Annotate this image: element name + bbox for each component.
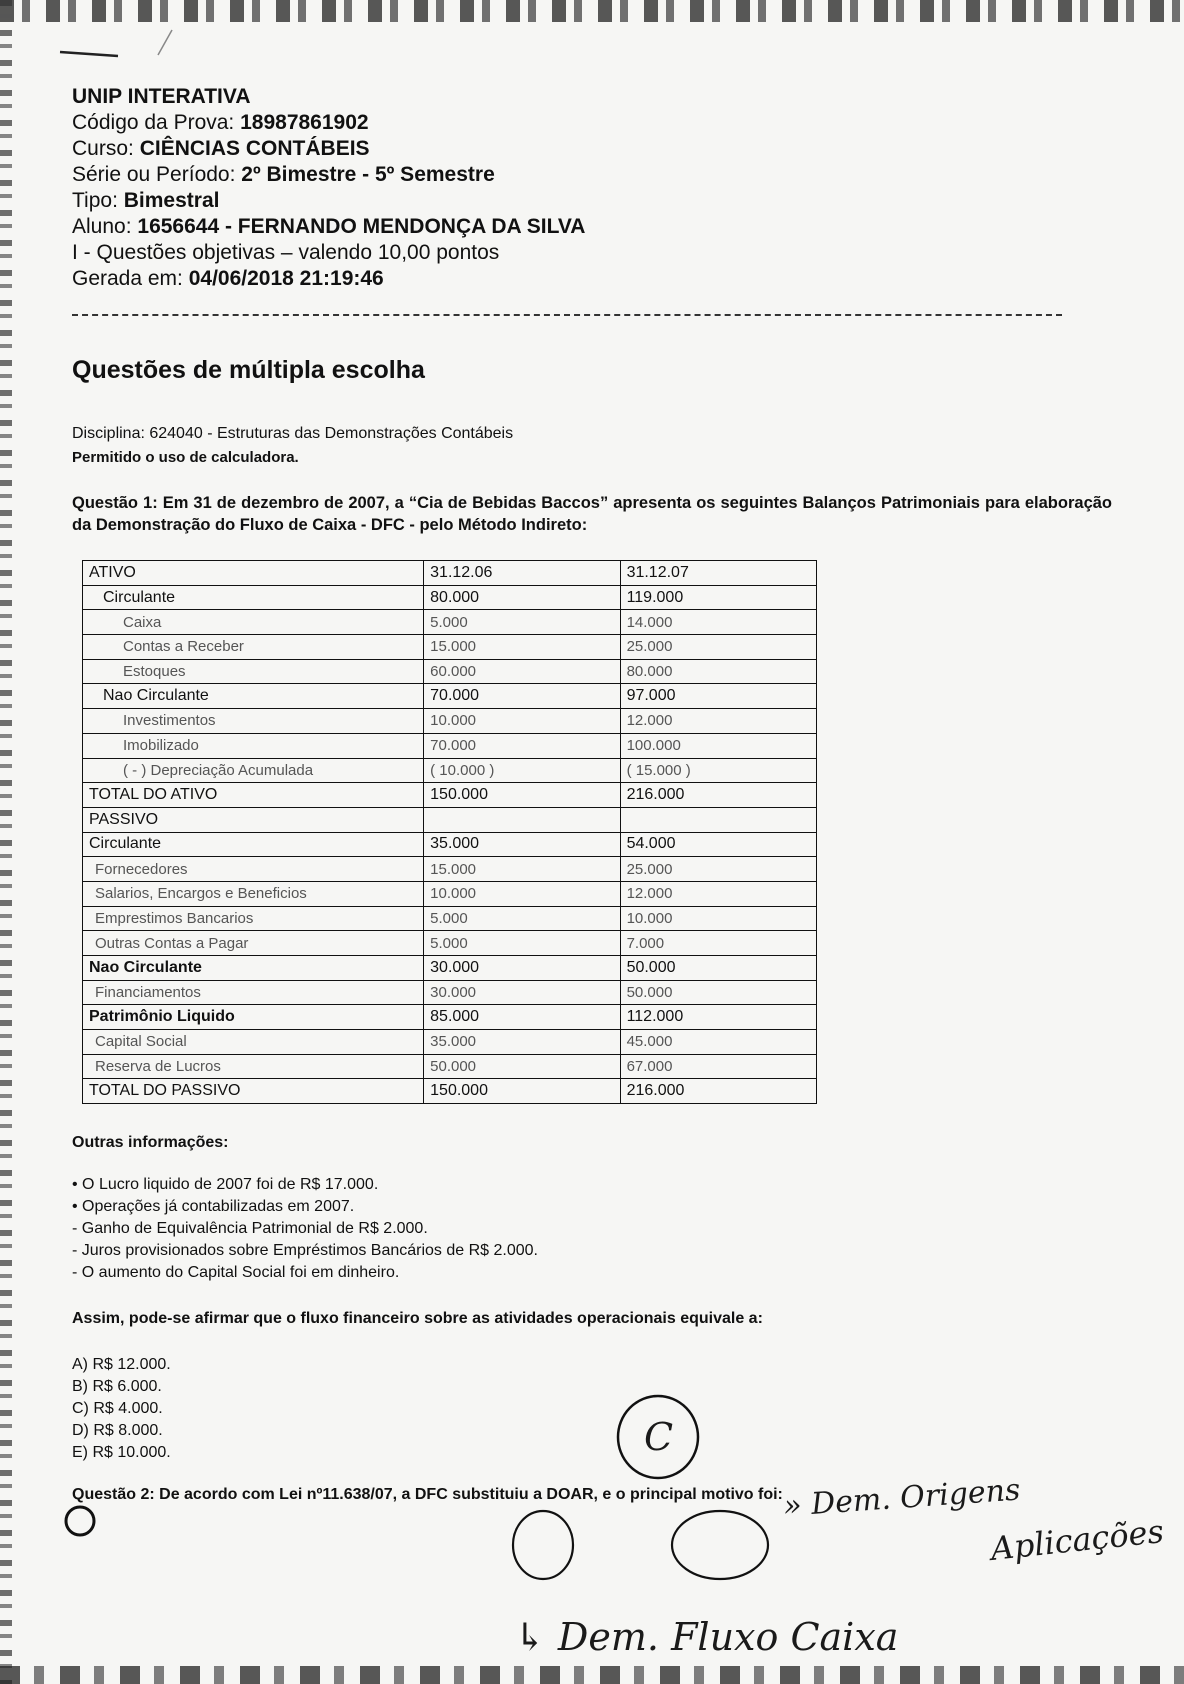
balance-value-2006: 30.000 [424, 956, 620, 981]
balance-label: Outras Contas a Pagar [83, 931, 424, 956]
scan-edge-top [0, 0, 1184, 22]
balance-value-2006: 31.12.06 [424, 561, 620, 586]
balance-value-2007: 7.000 [620, 931, 816, 956]
balance-label: Emprestimos Bancarios [83, 906, 424, 931]
curso-value: CIÊNCIAS CONTÁBEIS [139, 137, 370, 160]
info-item: - Juros provisionados sobre Empréstimos Bancários de R$ 2.000. [72, 1242, 538, 1260]
scan-edge-left [0, 0, 12, 1684]
serie-value: 2º Bimestre - 5º Semestre [241, 163, 495, 186]
balance-row [83, 980, 817, 1005]
option-d[interactable]: D) R$ 8.000. [72, 1422, 163, 1440]
balance-value-2007: 216.000 [620, 783, 816, 808]
balance-label: Patrimônio Liquido [83, 1005, 424, 1030]
balance-row [83, 956, 817, 981]
disciplina-line: Disciplina: 624040 - Estruturas das Demonstrações Contábeis [72, 425, 514, 442]
info-item: - O aumento do Capital Social foi em dinheiro. [72, 1264, 400, 1282]
option-e[interactable]: E) R$ 10.000. [72, 1444, 171, 1462]
dashed-divider [72, 314, 1062, 316]
document-content [72, 70, 1112, 1504]
pen-stroke [60, 52, 118, 56]
info-item: - Ganho de Equivalência Patrimonial de R$ 2.000. [72, 1220, 428, 1238]
balance-label: Financiamentos [83, 980, 424, 1005]
balance-value-2007: 119.000 [620, 585, 816, 610]
question-1-text: Questão 1: Em 31 de dezembro de 2007, a “Cia de Bebidas Baccos” apresenta os seguintes Balanços Patrimoniais para elaboração da Demonstração do Fluxo de Caixa - DFC - pelo Método Indireto: [72, 494, 1112, 534]
balance-value-2007: 25.000 [620, 857, 816, 882]
balance-value-2006: 5.000 [424, 931, 620, 956]
scan-edge-bottom [0, 1666, 1184, 1684]
balance-value-2006: 5.000 [424, 906, 620, 931]
balance-label: Contas a Receber [83, 635, 424, 660]
outras-informacoes-title: Outras informações: [72, 1134, 229, 1152]
balance-row [83, 1030, 817, 1055]
balance-label: Circulante [83, 832, 424, 857]
balance-value-2007: 112.000 [620, 1005, 816, 1030]
balance-value-2006: 5.000 [424, 610, 620, 635]
questoes-line: I - Questões objetivas – valendo 10,00 pontos [72, 241, 500, 264]
handwritten-note-fluxo-caixa: ↳ Dem. Fluxo Caixa [514, 1615, 899, 1659]
balance-value-2007: 10.000 [620, 906, 816, 931]
balance-label: TOTAL DO PASSIVO [83, 1079, 424, 1104]
balance-label: Nao Circulante [83, 956, 424, 981]
balance-value-2006: 70.000 [424, 684, 620, 709]
info-list [72, 1174, 1112, 1284]
balance-row [83, 931, 817, 956]
balance-label: TOTAL DO ATIVO [83, 783, 424, 808]
balance-label: PASSIVO [83, 807, 424, 832]
balance-value-2007: 12.000 [620, 881, 816, 906]
info-item: • Operações já contabilizadas em 2007. [72, 1198, 355, 1216]
balance-value-2007: 97.000 [620, 684, 816, 709]
gerada-line: Gerada em: 04/06/2018 21:19:46 [72, 267, 384, 290]
pen-stroke [158, 30, 172, 55]
balance-value-2006: 60.000 [424, 659, 620, 684]
balance-value-2006: 150.000 [424, 1079, 620, 1104]
option-b[interactable]: B) R$ 6.000. [72, 1378, 162, 1396]
balance-value-2006: 10.000 [424, 881, 620, 906]
balance-label: Salarios, Encargos e Beneficios [83, 881, 424, 906]
doar-circle-mark [672, 1511, 768, 1579]
balance-row [83, 1005, 817, 1030]
option-c[interactable]: C) R$ 4.000. [72, 1400, 163, 1418]
balance-row [83, 659, 817, 684]
gerada-value: 04/06/2018 21:19:46 [188, 267, 384, 290]
aluno-value: 1656644 - FERNANDO MENDONÇA DA SILVA [137, 215, 586, 238]
balance-row [83, 561, 817, 586]
balance-value-2007: 50.000 [620, 980, 816, 1005]
serie-line: Série ou Período: 2º Bimestre - 5º Semestre [72, 163, 495, 186]
balance-value-2007: 12.000 [620, 709, 816, 734]
balance-value-2007: 14.000 [620, 610, 816, 635]
balance-value-2007: ( 15.000 ) [620, 758, 816, 783]
option-a[interactable]: A) R$ 12.000. [72, 1356, 171, 1374]
balance-label: Fornecedores [83, 857, 424, 882]
balance-value-2006: 15.000 [424, 635, 620, 660]
balance-value-2007: 80.000 [620, 659, 816, 684]
balance-value-2007: 67.000 [620, 1054, 816, 1079]
balance-value-2007: 50.000 [620, 956, 816, 981]
balance-row [83, 709, 817, 734]
balance-value-2007: 45.000 [620, 1030, 816, 1055]
balance-label: ( - ) Depreciação Acumulada [83, 758, 424, 783]
dfc-circle-mark [513, 1511, 573, 1579]
balance-label: Reserva de Lucros [83, 1054, 424, 1079]
balance-row [83, 857, 817, 882]
section-title: Questões de múltipla escolha [72, 356, 425, 384]
handwritten-answer: C [644, 1415, 674, 1459]
answer-options [72, 1354, 1112, 1464]
balance-value-2006: 35.000 [424, 1030, 620, 1055]
balance-value-2007: 216.000 [620, 1079, 816, 1104]
question-1-prompt: Assim, pode-se afirmar que o fluxo financeiro sobre as atividades operacionais equivale a: [72, 1310, 763, 1328]
balance-row [83, 783, 817, 808]
balance-value-2007: 100.000 [620, 733, 816, 758]
balance-label: Circulante [83, 585, 424, 610]
balance-row [83, 1054, 817, 1079]
balance-row [83, 758, 817, 783]
balance-label: Investimentos [83, 709, 424, 734]
balance-value-2007: 54.000 [620, 832, 816, 857]
balance-row [83, 1079, 817, 1104]
balance-value-2006: 10.000 [424, 709, 620, 734]
aluno-line: Aluno: 1656644 - FERNANDO MENDONÇA DA SILVA [72, 215, 586, 238]
balance-label: Estoques [83, 659, 424, 684]
balance-label: Capital Social [83, 1030, 424, 1055]
balance-value-2006: ( 10.000 ) [424, 758, 620, 783]
balance-value-2006 [424, 807, 620, 832]
balance-row [83, 807, 817, 832]
balance-sheet-table [82, 560, 817, 1104]
balance-row [83, 684, 817, 709]
balance-row [83, 733, 817, 758]
balance-value-2006: 70.000 [424, 733, 620, 758]
curso-line: Curso: CIÊNCIAS CONTÁBEIS [72, 137, 370, 160]
balance-row [83, 906, 817, 931]
balance-label: Nao Circulante [83, 684, 424, 709]
tipo-value: Bimestral [123, 189, 220, 212]
institution-name: UNIP INTERATIVA [72, 85, 251, 108]
balance-value-2006: 80.000 [424, 585, 620, 610]
exam-header [72, 84, 1112, 292]
balance-value-2006: 150.000 [424, 783, 620, 808]
option-e-circle-mark [66, 1507, 94, 1535]
balance-value-2006: 30.000 [424, 980, 620, 1005]
tipo-line: Tipo: Bimestral [72, 189, 220, 212]
codigo-value: 18987861902 [240, 111, 369, 134]
question-2-text: Questão 2: De acordo com Lei nº11.638/07, a DFC substituiu a DOAR, e o principal motivo foi: [72, 1486, 783, 1504]
balance-value-2006: 85.000 [424, 1005, 620, 1030]
balance-label: ATIVO [83, 561, 424, 586]
balance-value-2007 [620, 807, 816, 832]
balance-value-2006: 15.000 [424, 857, 620, 882]
balance-row [83, 585, 817, 610]
info-item: • O Lucro liquido de 2007 foi de R$ 17.000. [72, 1176, 379, 1194]
balance-row [83, 881, 817, 906]
balance-label: Imobilizado [83, 733, 424, 758]
balance-row [83, 832, 817, 857]
balance-value-2007: 25.000 [620, 635, 816, 660]
codigo-line: Código da Prova: 18987861902 [72, 111, 369, 134]
balance-value-2006: 35.000 [424, 832, 620, 857]
balance-row [83, 635, 817, 660]
balance-value-2007: 31.12.07 [620, 561, 816, 586]
calculator-note: Permitido o uso de calculadora. [72, 449, 299, 466]
handwritten-note-aplicacoes: Aplicações [988, 1512, 1166, 1568]
balance-label: Caixa [83, 610, 424, 635]
balance-row [83, 610, 817, 635]
handwritten-note-origens: » Dem. Origens [782, 1472, 1022, 1524]
balance-value-2006: 50.000 [424, 1054, 620, 1079]
